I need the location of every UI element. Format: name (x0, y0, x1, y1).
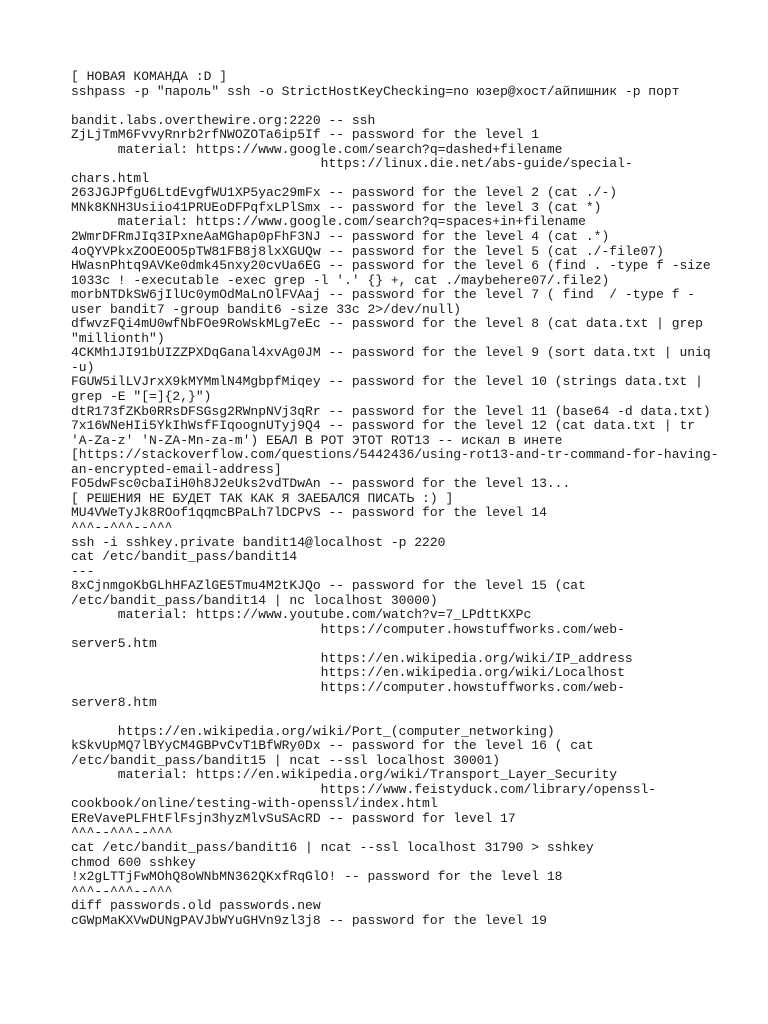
text-line: cat /etc/bandit_pass/bandit16 | ncat --ssl localhost 31790 > sshkey (71, 839, 594, 855)
text-line: [ РЕШЕНИЯ НЕ БУДЕТ ТАК КАК Я ЗАЕБАЛСЯ ПИСАТЬ :) ] (71, 490, 454, 506)
text-line: morbNTDkSW6jIlUc0ymOdMaLnOlFVAaj -- password for the level 7 ( find / -type f - (71, 287, 696, 303)
text-line: ^^^--^^^--^^^ (71, 825, 173, 841)
text-line: 263JGJPfgU6LtdEvgfWU1XP5yac29mFx -- password for the level 2 (cat ./-) (71, 185, 618, 201)
text-line (71, 99, 711, 114)
text-line: server5.htm (71, 636, 157, 652)
text-line: FO5dwFsc0cbaIiH0h8J2eUks2vdTDwAn -- password for the level 13... (71, 476, 571, 492)
text-line: an-encrypted-email-address] (71, 461, 282, 477)
text-line: diff passwords.old passwords.new (71, 898, 321, 914)
text-line: 4oQYVPkxZOOEOO5pTW81FB8j8lxXGUQw -- password for the level 5 (cat ./-file07) (71, 243, 664, 259)
text-line: dtR173fZKb0RRsDFSGsg2RWnpNVj3qRr -- password for the level 11 (base64 -d data.txt) (71, 403, 711, 419)
text-line: -u) (71, 359, 95, 375)
text-line: 4CKMh1JI91bUIZZPXDqGanal4xvAg0JM -- password for the level 9 (sort data.txt | uniq (71, 345, 711, 361)
document-text (71, 69, 719, 928)
text-line: HWasnPhtq9AVKe0dmk45nxy20cvUa6EG -- password for the level 6 (find . -type f -size (71, 258, 711, 274)
text-line: ZjLjTmM6FvvyRnrb2rfNWOZOTa6ip5If -- password for the level 1 (71, 127, 540, 143)
text-line: MNk8KNH3Usiio41PRUEoDFPqfxLPlSmx -- password for the level 3 (cat *) (71, 199, 602, 215)
text-line: https://en.wikipedia.org/wiki/Port_(computer_networking) (71, 723, 555, 739)
text-line: material: https://www.google.com/search?q=spaces+in+filename (71, 214, 586, 230)
text-line: https://computer.howstuffworks.com/web- (71, 621, 625, 637)
text-line: https://linux.die.net/abs-guide/special- (71, 156, 633, 172)
text-line: material: https://www.google.com/search?q=dashed+filename (71, 141, 563, 157)
text-line: server8.htm (71, 694, 157, 710)
text-line: !x2gLTTjFwMOhQ8oWNbMN362QKxfRqGlO! -- password for the level 18 (71, 869, 563, 885)
text-line: https://en.wikipedia.org/wiki/IP_address (71, 650, 633, 666)
text-line: https://www.feistyduck.com/library/openssl- (71, 781, 657, 797)
text-line: [ НОВАЯ КОМАНДА :D ] (71, 69, 228, 84)
text-line: cookbook/online/testing-with-openssl/index.html (71, 796, 438, 812)
text-line: [https://stackoverflow.com/questions/5442436/using-rot13-and-tr-command-for-having- (71, 447, 719, 463)
text-line: cGWpMaKXVwDUNgPAVJbWYuGHVn9zl3j8 -- password for the level 19 (71, 912, 547, 928)
text-line: material: https://www.youtube.com/watch?v=7_LPdttKXPc (71, 607, 532, 623)
text-line: MU4VWeTyJk8ROof1qqmcBPaLh7lDCPvS -- password for the level 14 (71, 505, 547, 521)
text-line: 7x16WNeHIi5YkIhWsfFIqoognUTyj9Q4 -- password for the level 12 (cat data.txt | tr (71, 418, 696, 434)
text-line: https://en.wikipedia.org/wiki/Localhost (71, 665, 625, 681)
text-line: chars.html (71, 170, 150, 186)
text-line: ssh -i sshkey.private bandit14@localhost -p 2220 (71, 534, 446, 550)
text-line: ^^^--^^^--^^^ (71, 519, 173, 535)
text-line: sshpass -p "пароль" ssh -o StrictHostKeyChecking=no юзер@хост/айпишник -p порт (71, 83, 680, 99)
text-line: https://computer.howstuffworks.com/web- (71, 679, 625, 695)
text-line: /etc/bandit_pass/bandit14 | nc localhost 30000) (71, 592, 438, 608)
text-line: cat /etc/bandit_pass/bandit14 (71, 549, 298, 565)
text-line: 2WmrDFRmJIq3IPxneAaMGhap0pFhF3NJ -- password for the level 4 (cat .*) (71, 229, 610, 245)
text-line: EReVavePLFHtFlFsjn3hyzMlvSuSAcRD -- password for level 17 (71, 810, 516, 826)
text-line: /etc/bandit_pass/bandit15 | ncat --ssl localhost 30001) (71, 752, 501, 768)
text-line: 8xCjnmgoKbGLhHFAZlGE5Tmu4M2tKJQo -- password for the level 15 (cat (71, 578, 586, 594)
text-line: material: https://en.wikipedia.org/wiki/Transport_Layer_Security (71, 767, 618, 783)
text-line: "millionth") (71, 330, 165, 346)
text-line: bandit.labs.overthewire.org:2220 -- ssh (71, 112, 376, 128)
text-line: dfwvzFQi4mU0wfNbFOe9RoWskMLg7eEc -- password for the level 8 (cat data.txt | grep (71, 316, 703, 332)
text-line: chmod 600 sshkey (71, 854, 196, 870)
text-line: 'A-Za-z' 'N-ZA-Mn-za-m') ЕБАЛ В РОТ ЭТОТ ROT13 -- искал в инете (71, 432, 563, 448)
text-line: ^^^--^^^--^^^ (71, 883, 173, 899)
text-line: FGUW5ilLVJrxX9kMYMmlN4MgbpfMiqey -- password for the level 10 (strings data.txt | (71, 374, 703, 390)
text-line: --- (71, 563, 95, 579)
text-line: user bandit7 -group bandit6 -size 33c 2>/dev/null) (71, 301, 462, 317)
text-line: grep -E "[=]{2,}") (71, 389, 212, 405)
text-line: kSkvUpMQ7lBYyCM4GBPvCvT1BfWRy0Dx -- password for the level 16 ( cat (71, 738, 594, 754)
text-line (71, 710, 711, 725)
text-line: 1033c ! -executable -exec grep -l '.' {} +, cat ./maybehere07/.file2) (71, 272, 610, 288)
